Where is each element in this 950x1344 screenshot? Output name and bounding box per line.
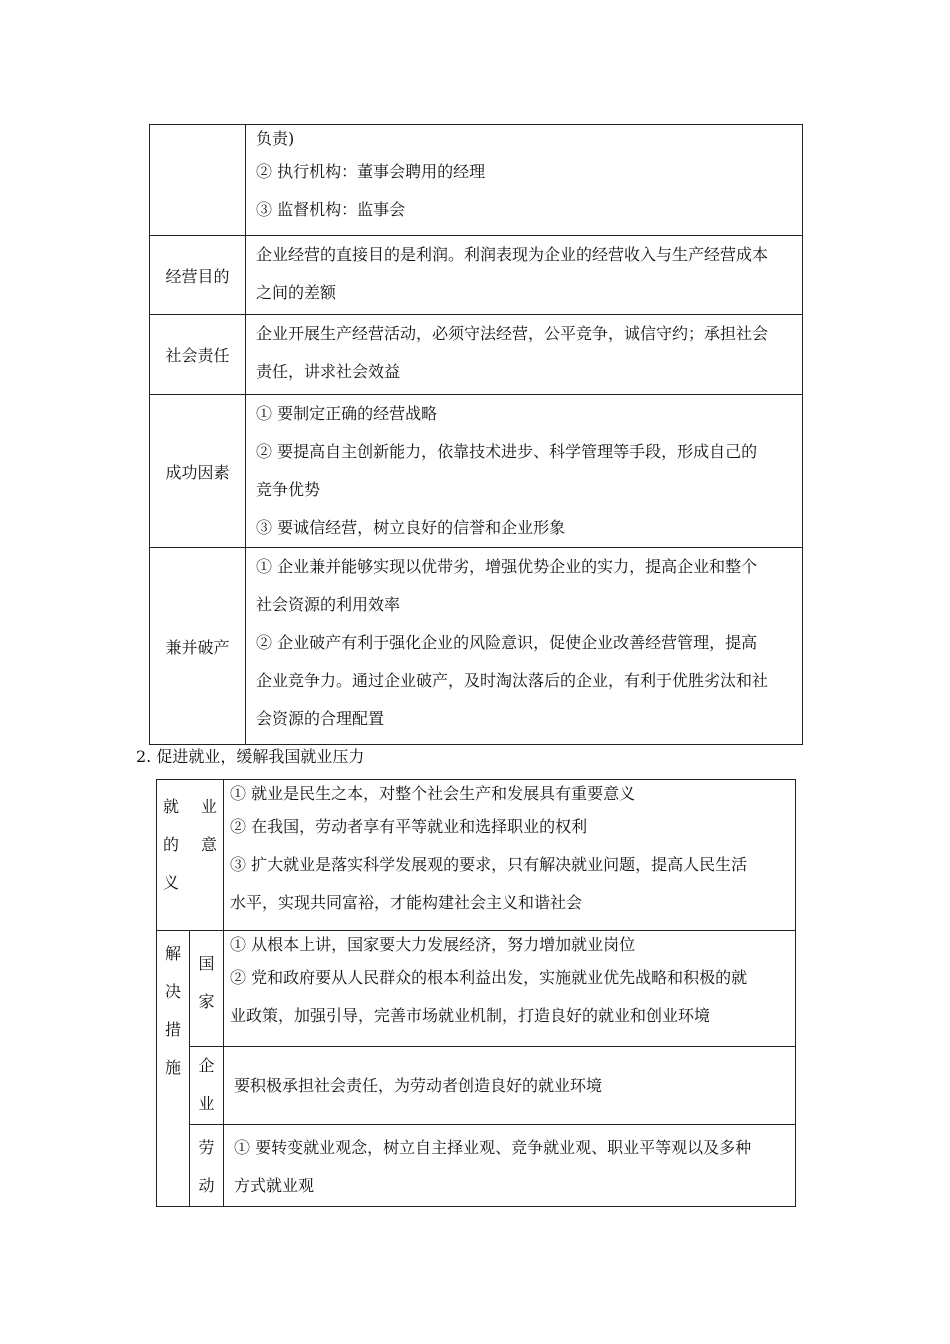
label-char: 的 — [163, 835, 180, 854]
sub-label-text: 劳动 — [198, 1138, 215, 1195]
measure-content — [224, 931, 796, 1047]
row-content — [246, 395, 803, 548]
text-line: 方式就业观 — [234, 1176, 315, 1195]
enterprise-table — [149, 124, 803, 745]
text-line: 企业经营的直接目的是利润。利润表现为企业的经营收入与生产经营成本 — [256, 245, 769, 264]
row-content — [246, 548, 803, 745]
row-content — [246, 315, 803, 395]
text-line: ① 企业兼并能够实现以优带劣，增强优势企业的实力，提高企业和整个 — [256, 557, 758, 576]
text-line: ① 就业是民生之本，对整个社会生产和发展具有重要意义 — [230, 784, 636, 803]
sub-label — [190, 1125, 224, 1207]
row-label: 成功因素 — [150, 395, 246, 548]
row-label: 社会责任 — [150, 315, 246, 395]
measures-label — [157, 931, 190, 1207]
row-content — [246, 125, 803, 236]
text-line: ② 党和政府要从人民群众的根本利益出发，实施就业优先战略和积极的就 — [230, 968, 748, 987]
text-line: 要积极承担社会责任，为劳动者创造良好的就业环境 — [234, 1075, 603, 1095]
text-line: ① 从根本上讲，国家要大力发展经济，努力增加就业岗位 — [230, 935, 636, 954]
text-line: ③ 扩大就业是落实科学发展观的要求，只有解决就业问题，提高人民生活 — [230, 855, 748, 874]
text-line: ② 在我国，劳动者享有平等就业和选择职业的权利 — [230, 817, 588, 836]
text-line: 业政策，加强引导，完善市场就业机制，打造良好的就业和创业环境 — [230, 1006, 711, 1025]
sub-label — [190, 1047, 224, 1125]
text-line: ② 企业破产有利于强化企业的风险意识，促使企业改善经营管理，提高 — [256, 633, 758, 652]
measure-content — [224, 1125, 796, 1207]
row-content — [246, 236, 803, 315]
sub-label-text: 企业 — [198, 1056, 215, 1113]
row-label: 兼并破产 — [150, 548, 246, 745]
text-line: ① 要转变就业观念，树立自主择业观、竞争就业观、职业平等观以及多种 — [234, 1138, 752, 1157]
text-line: 竞争优势 — [256, 480, 321, 499]
table-row — [157, 780, 796, 931]
sub-label — [190, 931, 224, 1047]
text-line: 企业竞争力。通过企业破产，及时淘汰落后的企业，有利于优胜劣汰和社 — [256, 671, 769, 690]
measure-content — [224, 1047, 796, 1125]
label-char: 就 — [163, 797, 180, 816]
text-line: 之间的差额 — [256, 283, 337, 302]
employment-table — [156, 779, 796, 1207]
label-char: 业 — [200, 797, 217, 816]
text-line: 社会资源的利用效率 — [256, 595, 401, 614]
table-row — [150, 548, 803, 745]
meaning-content — [224, 780, 796, 931]
text-line: ③ 要诚信经营，树立良好的信誉和企业形象 — [256, 518, 566, 537]
text-line: ③ 监督机构：监事会 — [256, 200, 406, 219]
text-line: 企业开展生产经营活动，必须守法经营，公平竞争，诚信守约；承担社会 — [256, 324, 769, 343]
meaning-label — [157, 780, 224, 931]
table-row — [157, 1047, 796, 1125]
measures-label-text: 解决措施 — [165, 944, 182, 1077]
table-row — [150, 395, 803, 548]
text-line: ② 执行机构：董事会聘用的经理 — [256, 162, 486, 181]
section-heading: 2. 促进就业，缓解我国就业压力 — [136, 747, 365, 766]
table-row — [157, 1125, 796, 1207]
text-line: 负责) — [256, 129, 295, 148]
text-line: 会资源的合理配置 — [256, 709, 385, 728]
text-line: ① 要制定正确的经营战略 — [256, 404, 438, 423]
sub-label-text: 国家 — [198, 954, 215, 1011]
row-label: 经营目的 — [150, 236, 246, 315]
table-row — [150, 236, 803, 315]
row-label — [150, 125, 246, 236]
label-char: 意 — [200, 835, 217, 854]
table-row — [150, 315, 803, 395]
table-row — [150, 125, 803, 236]
text-line: 水平，实现共同富裕，才能构建社会主义和谐社会 — [230, 893, 583, 912]
label-char: 义 — [163, 873, 180, 892]
text-line: ② 要提高自主创新能力，依靠技术进步、科学管理等手段，形成自己的 — [256, 442, 758, 461]
text-line: 责任，讲求社会效益 — [256, 362, 401, 381]
table-row — [157, 931, 796, 1047]
